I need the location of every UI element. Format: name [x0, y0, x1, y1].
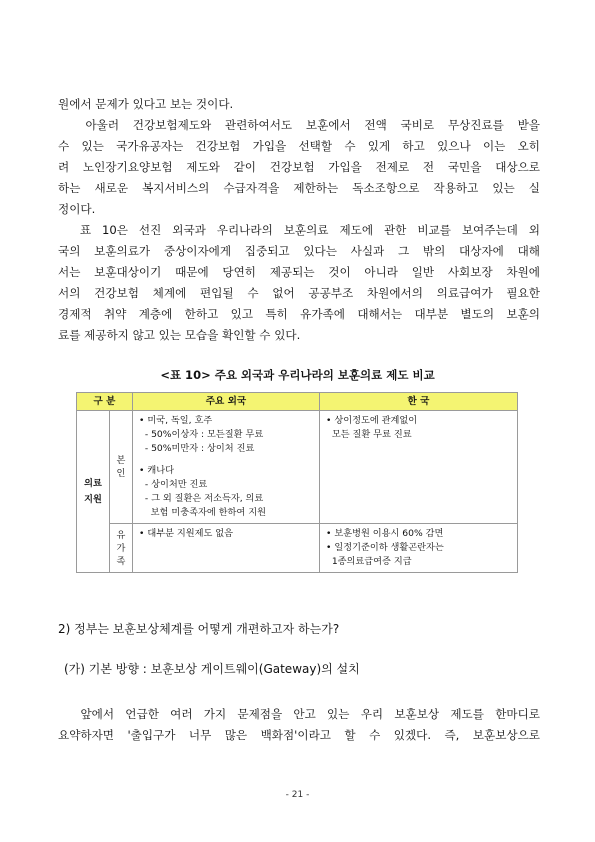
cell-self-korea: • 상이정도에 관계없이 모든 질환 무료 진료: [320, 411, 518, 524]
row-label-self: 본 인: [110, 411, 133, 524]
text-line: 정이다.: [58, 202, 96, 216]
cell-family-korea: • 보훈병원 이용시 60% 감면 • 일정기준이하 생활곤란자는 1종의료급여증 지급: [320, 524, 518, 573]
body-paragraph-2: [58, 704, 540, 746]
text-line: 수 있는 국가유공자는 건강보험 가입을 선택할 수 있게 하고 있으나 이는 오히: [58, 139, 540, 153]
row-label-family: 유 가 족: [110, 524, 133, 573]
header-korea: 한 국: [320, 393, 518, 411]
text-line: 하는 새로운 복지서비스의 수급자격을 제한하는 독소조항으로 작용하고 있는 실: [58, 181, 540, 195]
text-line: 요약하자면 '출입구가 너무 많은 백화점'이라고 할 수 있겠다. 즉, 보훈보상으로: [58, 728, 540, 742]
text-line: 국의 보훈의료가 중상이자에게 집중되고 있다는 사실과 그 밖의 대상자에 대해: [58, 244, 540, 258]
header-foreign: 주요 외국: [133, 393, 320, 411]
header-category: 구 분: [77, 393, 133, 411]
text-line: 려 노인장기요양보험 제도와 같이 건강보험 가입을 전제로 전 국민을 대상으로: [58, 160, 540, 174]
text-line: 아울러 건강보험제도와 관련하여서도 보훈에서 전액 국비로 무상진료를 받을: [58, 118, 540, 132]
section-heading: 2) 정부는 보훈보상체계를 어떻게 개편하고자 하는가?: [58, 622, 340, 636]
page-number: - 21 -: [285, 790, 310, 800]
cell-self-foreign: • 미국, 독일, 호주 - 50%이상자 : 모든질환 무료 - 50%미만자 : 상이처 진료 • 캐나다 - 상이처만 진료 - 그 외 질환은 저소득자, 의료 보험 미충족자에 한하여 지원: [133, 411, 320, 524]
text-line: 앞에서 언급한 여러 가지 문제점을 안고 있는 우리 보훈보상 제도를 한마디로: [58, 707, 540, 721]
table-row-self: [77, 411, 518, 524]
table-row-family: [77, 524, 518, 573]
table-header-row: [77, 393, 518, 411]
text-line: 표 10은 선진 외국과 우리나라의 보훈의료 제도에 관한 비교를 보여주는데 외: [58, 223, 540, 237]
body-paragraph-1: [58, 94, 540, 346]
row-group-label: 의료 지원: [77, 411, 110, 573]
subsection-heading: (가) 기본 방향 : 보훈보상 게이트웨이(Gateway)의 설치: [64, 662, 360, 676]
text-line: 료를 제공하지 않고 있는 모습을 확인할 수 있다.: [58, 328, 301, 342]
text-line: 서는 보훈대상이기 때문에 당연히 제공되는 것이 아니라 일반 사회보장 차원에: [58, 265, 540, 279]
text-line: 서의 건강보험 체계에 편입될 수 없어 공공부조 차원에서의 의료급여가 필요한: [58, 286, 540, 300]
comparison-table: [76, 392, 518, 573]
cell-family-foreign: • 대부분 지원제도 없음: [133, 524, 320, 573]
text-line: 경제적 취약 계층에 한하고 있고 특히 유가족에 대해서는 대부분 별도의 보훈의: [58, 307, 540, 321]
text-line: 원에서 문제가 있다고 보는 것이다.: [58, 97, 234, 111]
table-caption: <표 10> 주요 외국과 우리나라의 보훈의료 제도 비교: [160, 368, 435, 382]
